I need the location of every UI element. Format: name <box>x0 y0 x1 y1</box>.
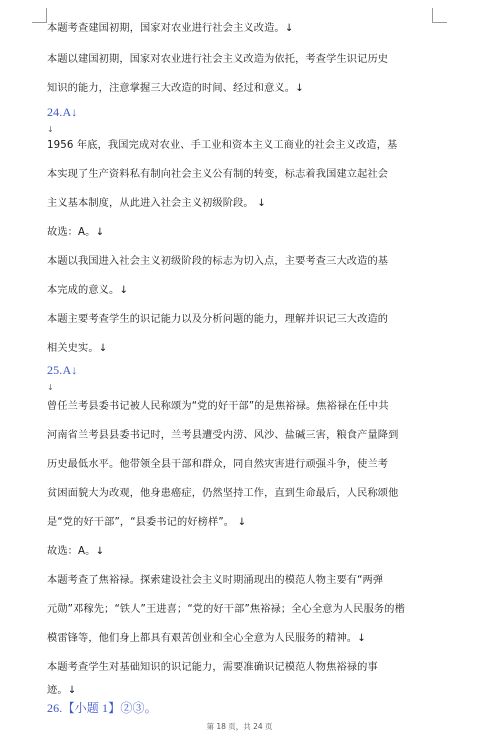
text-line: 本题考查了焦裕禄。探索建设社会主义时期涌现出的模范人物主要有“两弹 <box>47 575 384 586</box>
text-line: 模雷锋等，他们身上都具有艰苦创业和全心全意为人民服务的精神。↓ <box>47 633 366 644</box>
page-corner-mark-top-right <box>432 8 447 23</box>
answer-line: 故选：A。↓ <box>47 227 105 238</box>
text-line: 知识的能力，注意掌握三大改造的时间、经过和意义。↓ <box>47 83 304 94</box>
question-number-25: 25.A↓ <box>47 363 78 377</box>
text-line: 本题以我国进入社会主义初级阶段的标志为切入点，主要考查三大改造的基 <box>47 256 389 267</box>
paragraph-mark: ↓ <box>47 125 54 134</box>
question-number-24: 24.A↓ <box>47 105 78 119</box>
page-corner-mark-top-left <box>32 8 47 23</box>
text-line: 1956 年底，我国完成对农业、手工业和资本主义工商业的社会主义改造，基 <box>47 140 398 151</box>
text-line: 历史最低水平。他带领全县干部和群众，同自然灾害进行顽强斗争，使兰考 <box>47 459 389 470</box>
text-line: 主义基本制度，从此进入社会主义初级阶段。 ↓ <box>47 198 266 209</box>
paragraph-mark: ↓ <box>47 383 54 392</box>
text-line: 相关史实。↓ <box>47 343 108 354</box>
text-line: 曾任兰考县委书记被人民称颂为“党的好干部”的是焦裕禄。焦裕禄在任中共 <box>47 401 389 412</box>
answer-line: 故选：A。↓ <box>47 546 105 557</box>
text-line: 本完成的意义。↓ <box>47 285 129 296</box>
text-line: 本题考查建国初期，国家对农业进行社会主义改造。↓ <box>47 23 294 34</box>
text-line: 是“党的好干部”，“县委书记的好榜样”。 ↓ <box>47 517 247 528</box>
text-line: 本题主要考查学生的识记能力以及分析问题的能力，理解并识记三大改造的 <box>47 314 389 325</box>
text-line: 河南省兰考县县委书记时，兰考县遭受内涝、风沙、盐碱三害，粮食产量降到 <box>47 430 399 441</box>
text-line: 本题以建国初期，国家对农业进行社会主义改造为依托，考查学生识记历史 <box>47 54 389 65</box>
text-line: 贫困面貌大为改观，他身患癌症，仍然坚持工作，直到生命最后，人民称颂他 <box>47 488 399 499</box>
text-line: 迹。↓ <box>47 685 77 696</box>
question-number-26: 26.【小题 1】②③。 <box>47 701 157 715</box>
page-footer: 第 18 页，共 24 页 <box>206 722 273 731</box>
text-line: 本题考查学生对基础知识的识记能力，需要准确识记模范人物焦裕禄的事 <box>47 662 378 673</box>
text-line: 元勋”邓稼先；“铁人”王进喜；“党的好干部”焦裕禄；全心全意为人民服务的楷 <box>47 604 405 615</box>
text-line: 本实现了生产资料私有制向社会主义公有制的转变，标志着我国建立起社会 <box>47 169 389 180</box>
